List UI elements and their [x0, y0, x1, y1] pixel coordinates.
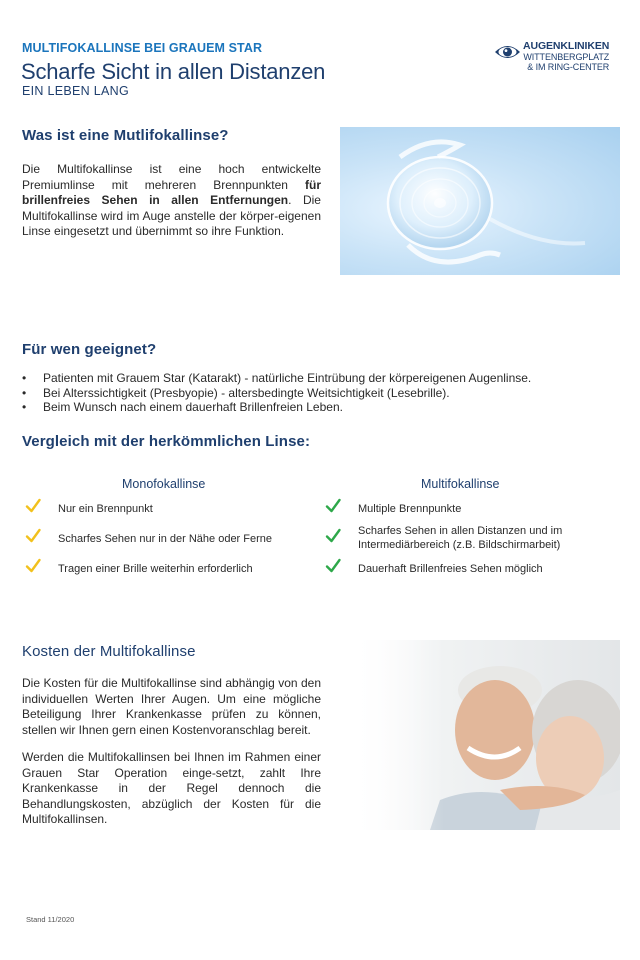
- list-item-text: Beim Wunsch nach einem dauerhaft Brillenfreien Leben.: [43, 400, 343, 414]
- list-item: [22, 371, 531, 386]
- lens-illustration: [340, 127, 620, 275]
- couple-illustration: [350, 640, 620, 830]
- bullet-glyph: •: [22, 400, 27, 414]
- page-subtitle: EIN LEBEN LANG: [22, 84, 130, 98]
- list-item-text: Bei Alterssichtigkeit (Presbyopie) - altersbedingte Weitsichtigkeit (Lesebrille).: [43, 385, 450, 400]
- logo-line-2: WITTENBERGPLATZ: [523, 52, 610, 62]
- section-heading-costs: Kosten der Multifokallinse: [22, 643, 196, 660]
- eye-icon: [494, 42, 521, 62]
- paragraph-emphasis: für brillenfreies Sehen in allen Entfernungen: [22, 177, 321, 208]
- mono-row-1: Nur ein Brennpunkt: [58, 503, 153, 515]
- clinic-logo: [494, 41, 624, 75]
- multi-row-1: Multiple Brennpunkte: [358, 503, 462, 515]
- suitability-list: [22, 371, 531, 415]
- section-heading-comparison: Vergleich mit der herkömmlichen Linse:: [22, 433, 311, 450]
- yellow-check-icon: [24, 497, 42, 515]
- green-check-icon: [324, 527, 342, 545]
- list-item-text: Patienten mit Grauem Star (Katarakt) - natürliche Eintrübung der körpereigenen Augenlinse.: [43, 371, 532, 385]
- yellow-check-icon: [24, 557, 42, 575]
- multi-row-3: Dauerhaft Brillenfreies Sehen möglich: [358, 563, 543, 575]
- costs-paragraph-1: Die Kosten für die Multifokallinse sind abhängig von den individuellen Werten Ihrer Augen. Um eine mögliche Beteiligung Ihrer Krankenkasse prüfen zu können, stellen wir Ihnen gern einen Kostenvoranschlag bereit.: [22, 676, 321, 737]
- revision-date: Stand 11/2020: [26, 915, 75, 924]
- logo-line-1: AUGENKLINIKEN: [523, 40, 610, 52]
- multi-row-2: Scharfes Sehen in allen Distanzen und im Intermediärbereich (z.B. Bildschirmarbeit): [358, 525, 563, 551]
- mono-row-2: Scharfes Sehen nur in der Nähe oder Ferne: [58, 533, 273, 545]
- costs-paragraph-2: Werden die Multifokallinsen bei Ihnen im Rahmen einer Grauen Star Operation einge-setzt, zahlt Ihre Krankenkasse in der Regel dennoch die Behandlungskosten, abzüglich der Kosten für die Multifokallinsen.: [22, 750, 321, 827]
- list-item: [22, 386, 531, 401]
- section-what-paragraph: [22, 162, 321, 240]
- kicker-heading: MULTIFOKALLINSE BEI GRAUEM STAR: [22, 41, 263, 55]
- green-check-icon: [324, 557, 342, 575]
- bullet-glyph: •: [22, 371, 27, 385]
- section-heading-what: Was ist eine Mutlifokallinse?: [22, 127, 229, 144]
- list-item: [22, 400, 531, 415]
- column-heading-mono: Monofokallinse: [122, 477, 206, 491]
- intraocular-lens-photo: [340, 127, 620, 275]
- paragraph-text: Die Multifokallinse ist eine hoch entwickelte Premiumlinse mit mehreren Brennpunkten: [22, 162, 321, 192]
- logo-line-3: & IM RING-CENTER: [527, 62, 610, 72]
- bullet-glyph: •: [22, 385, 27, 400]
- section-heading-who: Für wen geeignet?: [22, 341, 157, 358]
- yellow-check-icon: [24, 527, 42, 545]
- senior-couple-photo: [350, 640, 620, 830]
- paragraph-text: . Die Multifokallinse wird im Auge anstelle der körper-eigenen Linse eingesetzt und übernimmt so ihre Funktion.: [22, 193, 321, 239]
- mono-row-3: Tragen einer Brille weiterhin erforderlich: [58, 563, 253, 575]
- page-title: Scharfe Sicht in allen Distanzen: [21, 59, 326, 84]
- column-heading-multi: Multifokallinse: [421, 477, 500, 491]
- green-check-icon: [324, 497, 342, 515]
